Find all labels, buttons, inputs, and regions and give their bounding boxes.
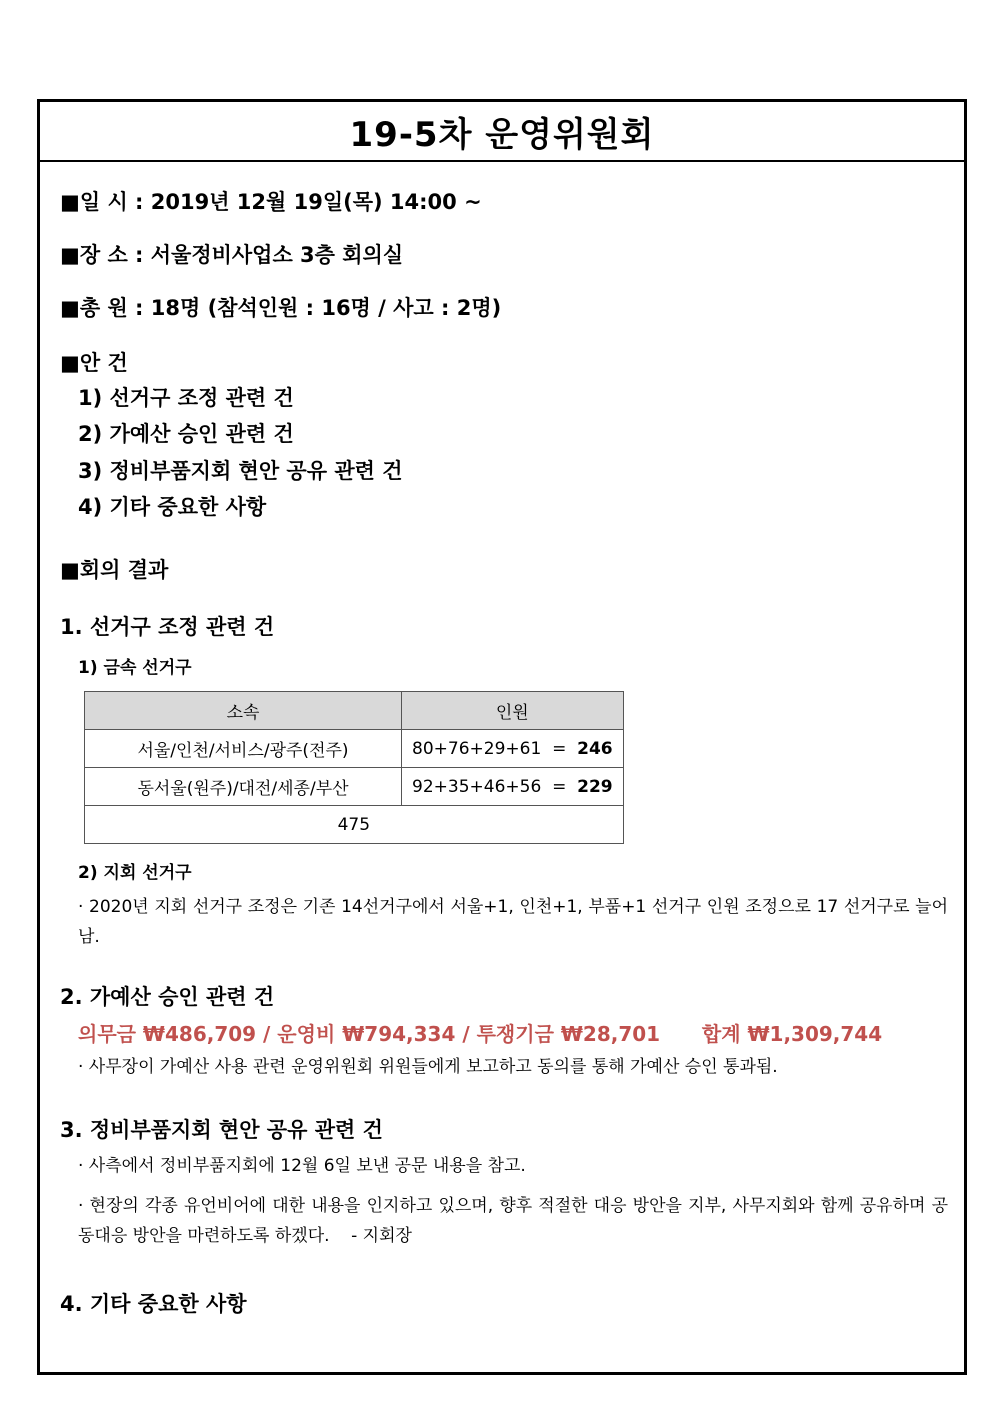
agenda-item: 2) 가예산 승인 관련 건 (78, 422, 294, 446)
agenda-heading: ■안 건 (60, 351, 128, 375)
table-cell-group: 동서울(원주)/대전/세종/부산 (85, 768, 402, 806)
section1-note: · 2020년 지회 선거구 조정은 기존 14선거구에서 서울+1, 인천+1, 부품+1 선거구 인원 조정으로 17 선거구로 늘어남. (78, 897, 948, 947)
meeting-date: ■일 시 : 2019년 12월 19일(목) 14:00 ~ (60, 190, 482, 214)
title-bar (40, 102, 964, 162)
table-header-row (85, 692, 624, 730)
count-calc: 92+35+46+56 = (412, 776, 578, 797)
budget-summary: 의무금 ₩486,709 / 운영비 ₩794,334 / 투쟁기금 ₩28,701 합계 ₩1,309,744 (78, 1022, 883, 1046)
count-total: 229 (577, 776, 613, 797)
document-frame (37, 99, 967, 1375)
seat-table (84, 691, 624, 844)
results-heading: ■회의 결과 (60, 558, 169, 582)
agenda-item: 1) 선거구 조정 관련 건 (78, 386, 294, 410)
table-cell-count (402, 730, 624, 768)
section1-heading: 1. 선거구 조정 관련 건 (60, 615, 275, 639)
section2-heading: 2. 가예산 승인 관련 건 (60, 985, 275, 1009)
meeting-members: ■총 원 : 18명 (참석인원 : 16명 / 사고 : 2명) (60, 296, 502, 320)
table-header-count: 인원 (402, 692, 624, 730)
table-cell-group: 서울/인천/서비스/광주(전주) (85, 730, 402, 768)
section3-note1: · 사측에서 정비부품지회에 12월 6일 보낸 공문 내용을 참고. (78, 1156, 526, 1176)
table-grand-total: 475 (85, 806, 624, 844)
table-cell-count (402, 768, 624, 806)
section4-heading: 4. 기타 중요한 사항 (60, 1292, 247, 1316)
table-row (85, 768, 624, 806)
table-header-group: 소속 (85, 692, 402, 730)
count-total: 246 (577, 738, 613, 759)
page-title: 19-5차 운영위원회 (349, 114, 655, 155)
table-total-row (85, 806, 624, 844)
meeting-place: ■장 소 : 서울정비사업소 3층 회의실 (60, 243, 404, 267)
agenda-item: 3) 정비부품지회 현안 공유 관련 건 (78, 459, 403, 483)
count-calc: 80+76+29+61 = (412, 738, 578, 759)
section1-sub2: 2) 지회 선거구 (78, 863, 192, 883)
agenda-item: 4) 기타 중요한 사항 (78, 495, 267, 519)
section1-sub1: 1) 금속 선거구 (78, 658, 192, 678)
table-row (85, 730, 624, 768)
section2-note: · 사무장이 가예산 사용 관련 운영위원회 위원들에게 보고하고 동의를 통해 가예산 승인 통과됨. (78, 1057, 778, 1077)
section3-note2: · 현장의 각종 유언비어에 대한 내용을 인지하고 있으며, 향후 적절한 대응 방안을 지부, 사무지회와 함께 공유하며 공동대응 방안을 마련하도록 하겠다. - 지회장 (78, 1196, 948, 1246)
section3-heading: 3. 정비부품지회 현안 공유 관련 건 (60, 1118, 383, 1142)
